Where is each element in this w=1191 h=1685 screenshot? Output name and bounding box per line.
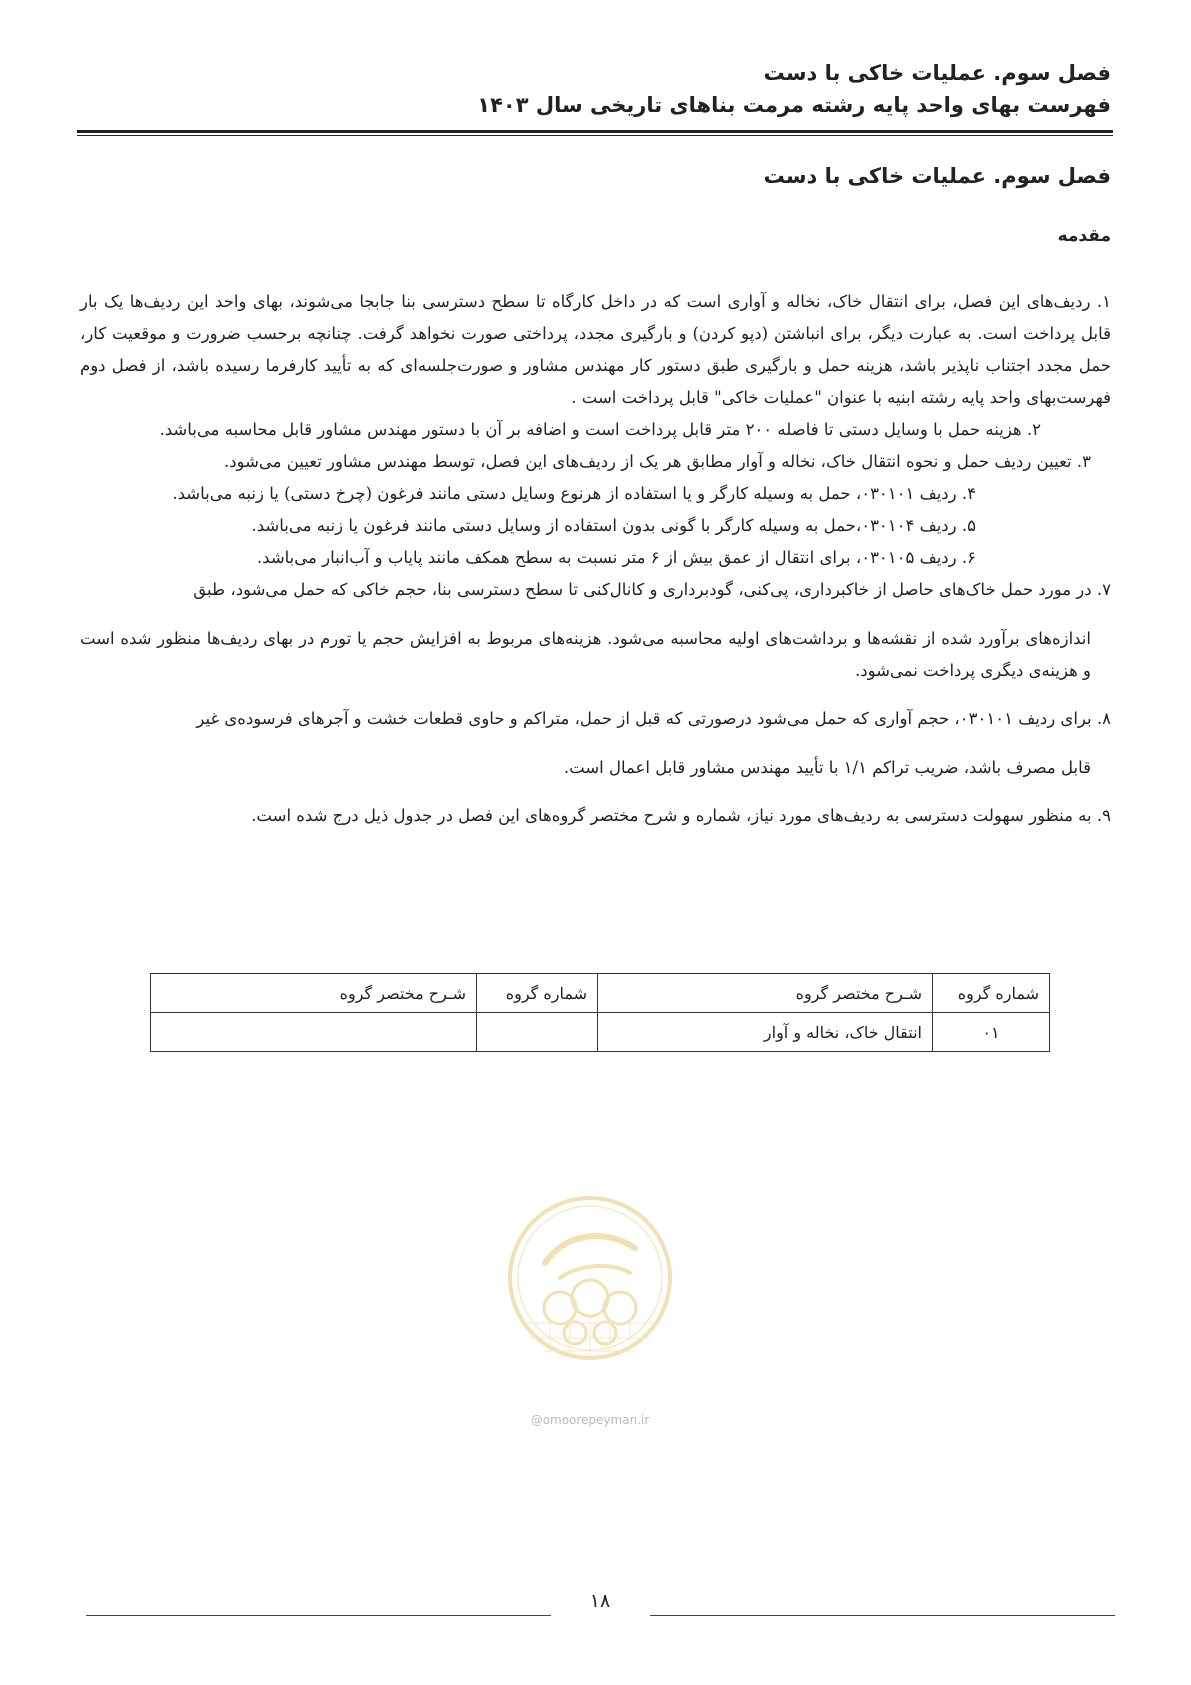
running-header — [80, 58, 1111, 122]
paragraph-2: ۲. هزینه حمل با وسایل دستی تا فاصله ۲۰۰ متر قابل پرداخت است و اضافه بر آن با دستور مهندس مشاور قابل محاسبه می‌باشد. — [159, 420, 1041, 439]
intro-heading: مقدمه — [1057, 226, 1111, 246]
paragraph-3: ۳. تعیین ردیف حمل و نحوه انتقال خاک، نخاله و آوار مطابق هر یک از ردیف‌های این فصل، توسط مهندس مشاور تعیین می‌شود. — [223, 452, 1091, 471]
footer-rule-right — [650, 1615, 1115, 1616]
paragraph-6: ۶. ردیف ۰۳۰۱۰۵، برای انتقال از عمق بیش از ۶ متر نسبت به سطح همکف مانند پایاب و آب‌انبار می‌باشد. — [256, 548, 976, 567]
table-cell-empty — [151, 1013, 477, 1052]
table-header-cell: شـرح مختصر گروه — [598, 974, 933, 1013]
paragraph-4: ۴. ردیف ۰۳۰۱۰۱، حمل به وسیله کارگر و یا استفاده از هرنوع وسایل دستی مانند فرغون (چرخ دستی) یا زنبه می‌باشد. — [172, 484, 976, 503]
header-rule-thin — [77, 135, 1113, 136]
body-text — [80, 286, 1111, 832]
watermark-logo-icon — [505, 1193, 675, 1363]
paragraph-1: ۱. ردیف‌های این فصل، برای انتقال خاک، نخاله و آواری است که در داخل کارگاه تا سطح دسترسی بنا جابجا می‌شوند، بهای واحد این ردیف‌ها یک بار قابل پرداخت است. به عبارت دیگر، برای انباشتن (دپو کردن) و بارگیری مجدد، پرداختی صورت نخواهد گرفت. چنانچه برحسب ضرورت و موقعیت کار، حمل مجدد اجتناب ناپذیر باشد، هزینه حمل و بارگیری طبق دستور کار مهندس مشاور و صورت‌جلسه‌ای که به تأیید کارفرما رسیده باشد، از فصل دوم فهرست‌بهای واحد پایه رشته ابنیه با عنوان "عملیات خاکی" قابل پرداخت است . — [80, 292, 1111, 407]
table-row — [151, 1013, 1050, 1052]
paragraph-8-line-1: ۸. برای ردیف ۰۳۰۱۰۱، حجم آواری که حمل می‌شود درصورتی که قبل از حمل، متراکم و حاوی قطعات خشت و آجرهای فرسوده‌ی غیر — [196, 709, 1111, 728]
header-rule-thick — [77, 130, 1113, 133]
chapter-title: فصل سوم. عملیات خاکی با دست — [763, 164, 1111, 188]
watermark-url: @omoorepeyman.ir — [530, 1413, 650, 1427]
table-header-cell: شماره گروه — [477, 974, 598, 1013]
table-header-row — [151, 974, 1050, 1013]
table-cell-group-number: ۰۱ — [933, 1013, 1050, 1052]
table-cell-empty — [477, 1013, 598, 1052]
paragraph-7-continuation: اندازه‌های برآورد شده از نقشه‌ها و برداشت‌های اولیه محاسبه می‌شود. هزینه‌های مربوط به افزایش حجم یا تورم در بهای ردیف‌ها منظور شده است و هزینه‌ی دیگری پرداخت نمی‌شود. — [80, 628, 1091, 680]
page-number: ۱۸ — [589, 1590, 611, 1612]
paragraph-8-continuation: قابل مصرف باشد، ضریب تراکم ۱/۱ با تأیید مهندس مشاور قابل اعمال است. — [563, 757, 1091, 777]
table-header-cell: شـرح مختصر گروه — [151, 974, 477, 1013]
table-cell-group-description: انتقال خاک، نخاله و آوار — [598, 1013, 933, 1052]
running-header-book-title: فهرست بهای واحد پایه رشته مرمت بناهای تاریخی سال ۱۴۰۳ — [477, 93, 1111, 117]
paragraph-7-line-1: ۷. در مورد حمل خاک‌های حاصل از خاکبرداری، پی‌کنی، گودبرداری و کانال‌کنی تا سطح دسترسی بنا، حجم خاکی که حمل می‌شود، طبق — [193, 580, 1111, 599]
groups-table — [150, 973, 1050, 1052]
paragraph-9: ۹. به منظور سهولت دسترسی به ردیف‌های مورد نیاز، شماره و شرح مختصر گروه‌های این فصل در جدول ذیل درج شده است. — [251, 806, 1111, 825]
table-header-cell: شماره گروه — [933, 974, 1050, 1013]
running-header-chapter: فصل سوم. عملیات خاکی با دست — [763, 61, 1111, 85]
footer-rule-left — [86, 1615, 551, 1616]
paragraph-5: ۵. ردیف ۰۳۰۱۰۴،حمل به وسیله کارگر با گونی بدون استفاده از وسایل دستی مانند فرغون یا زنبه می‌باشد. — [251, 516, 976, 535]
